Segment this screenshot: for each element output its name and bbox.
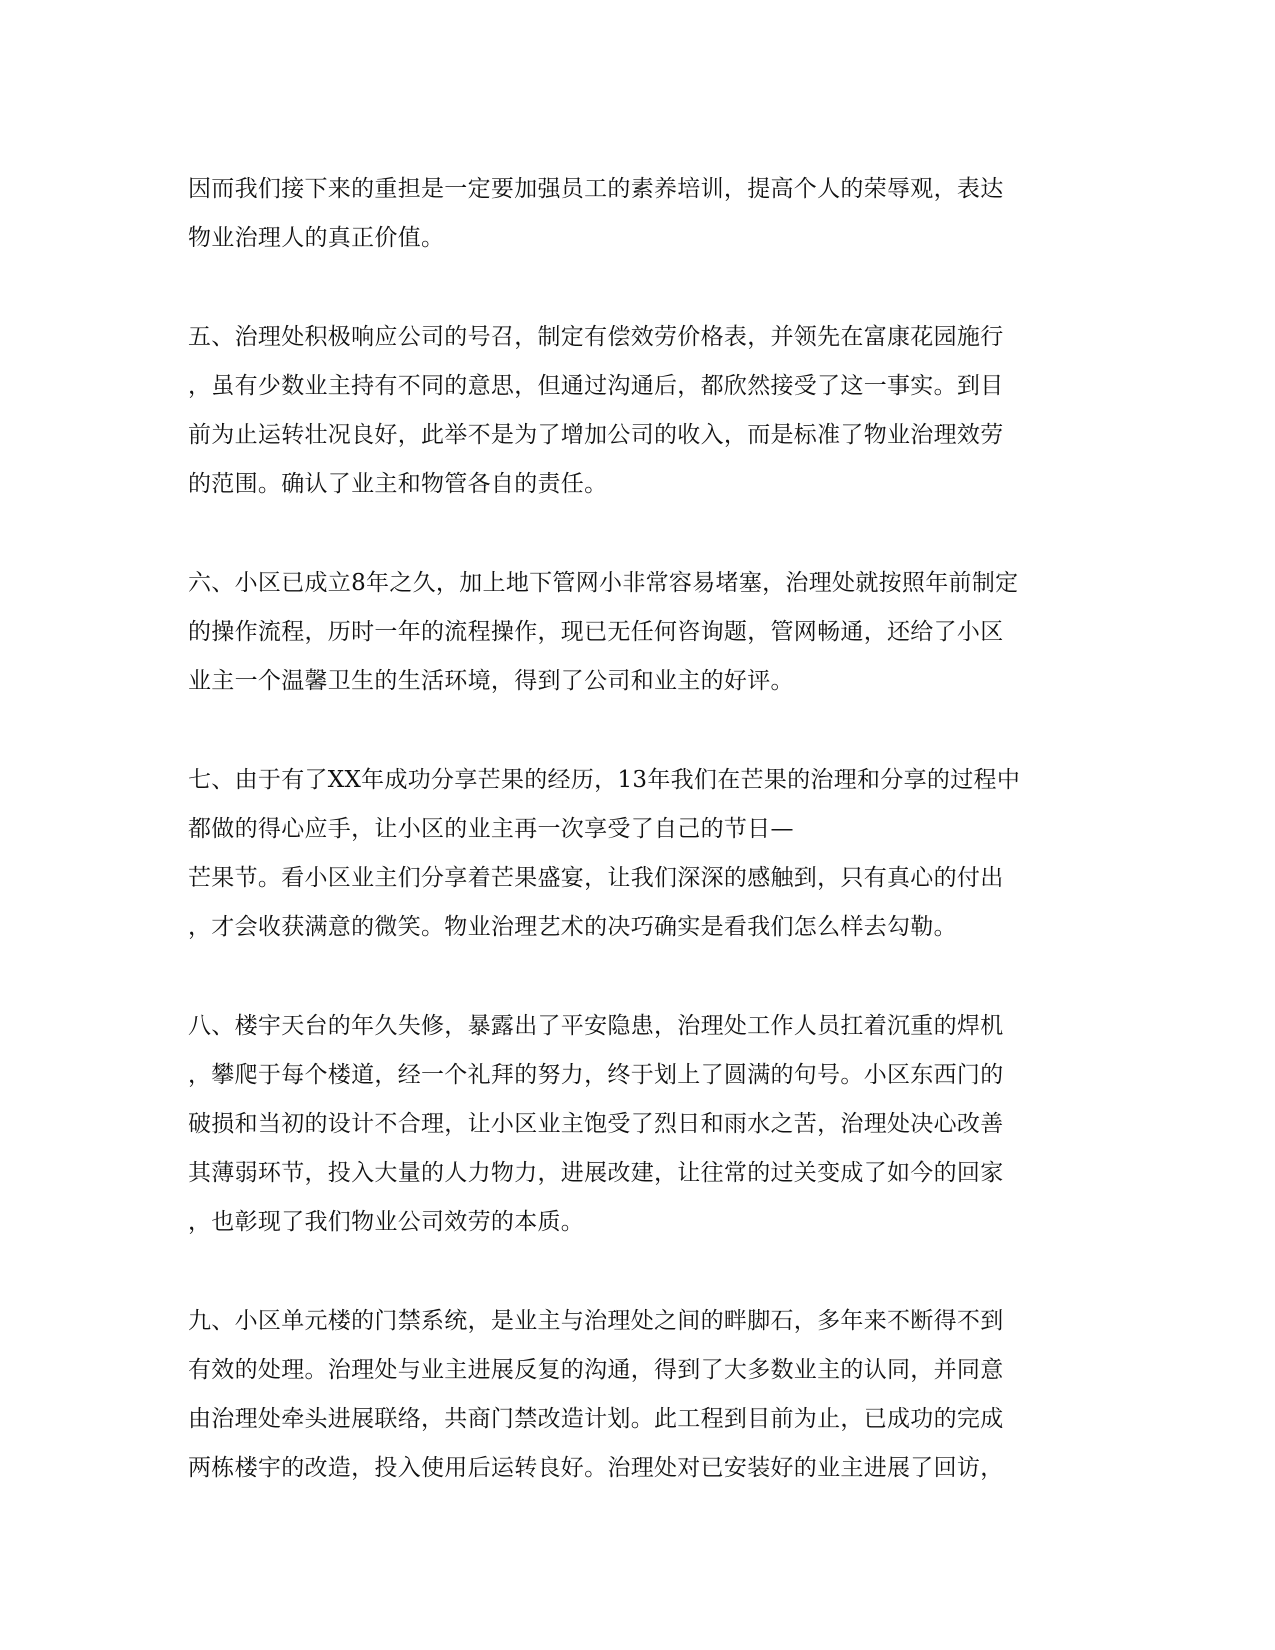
- text-line: ，才会收获满意的微笑。物业治理艺术的决巧确实是看我们怎么样去勾勒。: [188, 914, 957, 940]
- text-line: 有效的处理。治理处与业主进展反复的沟通，得到了大多数业主的认同，并同意: [188, 1357, 1004, 1383]
- text-line: 两栋楼宇的改造，投入使用后运转良好。治理处对已安装好的业主进展了回访，: [188, 1455, 1004, 1481]
- text-line: 业主一个温馨卫生的生活环境，得到了公司和业主的好评。: [188, 668, 794, 694]
- text-line: 六、小区已成立8年之久，加上地下管网小非常容易堵塞，治理处就按照年前制定: [188, 570, 1019, 596]
- text-line: 芒果节。看小区业主们分享着芒果盛宴，让我们深深的感触到，只有真心的付出: [188, 865, 1004, 891]
- paragraph-item-9: [188, 1297, 1088, 1493]
- text-line: ，攀爬于每个楼道，经一个礼拜的努力，终于划上了圆满的句号。小区东西门的: [188, 1062, 1004, 1088]
- paragraph-intro: [188, 165, 1088, 263]
- text-line: 物业治理人的真正价值。: [188, 225, 445, 251]
- paragraph-item-8: [188, 1002, 1088, 1247]
- text-line: 七、由于有了XX年成功分享芒果的经历，13年我们在芒果的治理和分享的过程中: [188, 767, 1021, 793]
- text-line: 前为止运转壮况良好，此举不是为了增加公司的收入，而是标准了物业治理效劳: [188, 422, 1004, 448]
- text-line: 五、治理处积极响应公司的号召，制定有偿效劳价格表，并领先在富康花园施行: [188, 324, 1004, 350]
- text-line: 其薄弱环节，投入大量的人力物力，进展改建，让往常的过关变成了如今的回家: [188, 1160, 1004, 1186]
- paragraph-item-7: [188, 756, 1088, 952]
- text-line: 的操作流程，历时一年的流程操作，现已无任何咨询题，管网畅通，还给了小区: [188, 619, 1004, 645]
- text-line: 因而我们接下来的重担是一定要加强员工的素养培训，提高个人的荣辱观，表达: [188, 176, 1004, 202]
- text-line: ，虽有少数业主持有不同的意思，但通过沟通后，都欣然接受了这一事实。到目: [188, 373, 1004, 399]
- text-line: ，也彰现了我们物业公司效劳的本质。: [188, 1209, 585, 1235]
- text-line: 的范围。确认了业主和物管各自的责任。: [188, 471, 608, 497]
- text-line: 由治理处牵头进展联络，共商门禁改造计划。此工程到目前为止，已成功的完成: [188, 1406, 1004, 1432]
- text-line: 破损和当初的设计不合理，让小区业主饱受了烈日和雨水之苦，治理处决心改善: [188, 1111, 1004, 1137]
- paragraph-item-5: [188, 313, 1088, 509]
- paragraph-item-6: [188, 559, 1088, 706]
- document-body: [188, 165, 1088, 1543]
- text-line: 九、小区单元楼的门禁系统，是业主与治理处之间的畔脚石，多年来不断得不到: [188, 1308, 1004, 1334]
- text-line: 八、楼宇天台的年久失修，暴露出了平安隐患，治理处工作人员扛着沉重的焊机: [188, 1013, 1004, 1039]
- text-line: 都做的得心应手，让小区的业主再一次享受了自己的节日—: [188, 816, 794, 842]
